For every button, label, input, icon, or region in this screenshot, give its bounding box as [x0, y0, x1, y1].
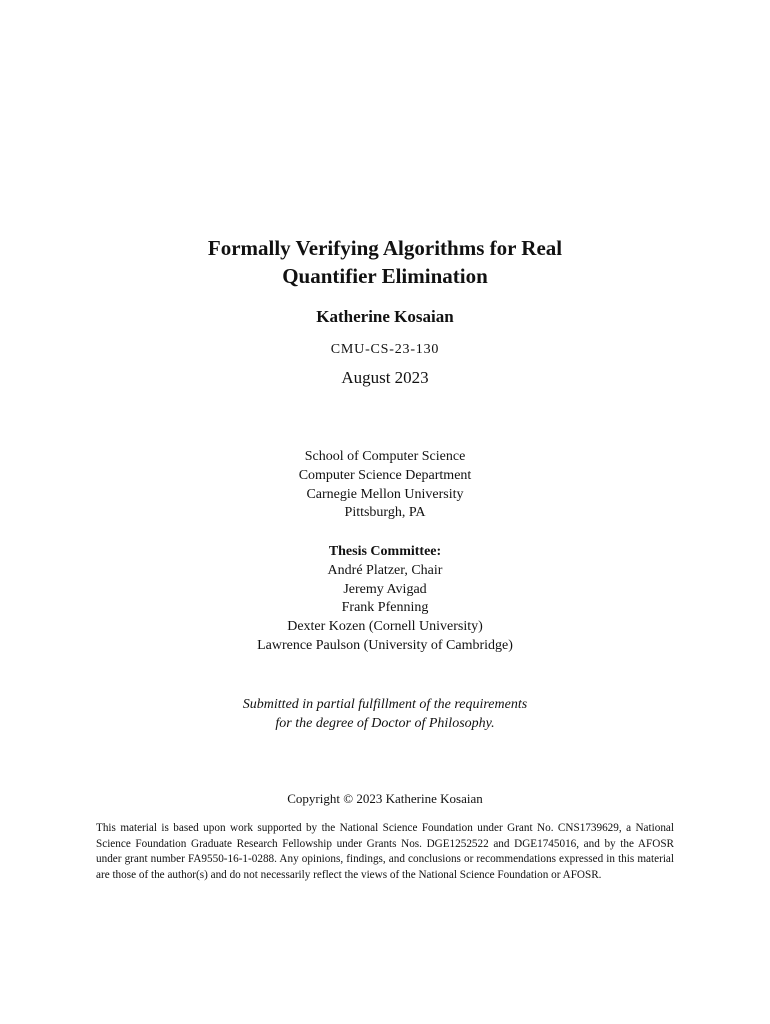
affiliation-department: Computer Science Department: [298, 467, 472, 483]
committee-heading: Thesis Committee:: [328, 544, 442, 559]
affiliation-university: Carnegie Mellon University: [306, 486, 464, 502]
thesis-title-line-1: Formally Verifying Algorithms for Real: [207, 236, 563, 260]
thesis-committee: [0, 543, 770, 656]
committee-member: Lawrence Paulson (University of Cambridge): [257, 637, 513, 653]
affiliation-location: Pittsburgh, PA: [344, 505, 426, 521]
affiliation-school: School of Computer Science: [304, 449, 466, 464]
thesis-title: [0, 234, 770, 290]
submission-line-2: for the degree of Doctor of Philosophy.: [275, 715, 495, 731]
committee-member: Jeremy Avigad: [343, 581, 427, 597]
submission-line-1: Submitted in partial fulfillment of the requirements: [242, 697, 528, 712]
committee-member: André Platzer, Chair: [327, 562, 443, 578]
submission-statement: [0, 696, 770, 734]
committee-member: Frank Pfenning: [341, 600, 429, 616]
thesis-title-line-2: Quantifier Elimination: [282, 264, 488, 288]
committee-member: Dexter Kozen (Cornell University): [287, 619, 483, 635]
affiliation-block: [0, 448, 770, 523]
author-name: Katherine Kosaian: [316, 307, 454, 326]
report-number: CMU-CS-23-130: [330, 342, 440, 357]
funding-notice: This material is based upon work supported by the National Science Foundation under Grant No. CNS1739629, a National Science Foundation Graduate Research Fellowship under Grants Nos. DGE1252522 and DGE1745016, and by the AFOSR under grant number FA9550-16-1-0288. Any opinions, findings, and conclusions or recommendations expressed in this material are those of the author(s) and do not necessarily reflect the views of the National Science Foundation or AFOSR.: [96, 822, 674, 881]
copyright-notice: Copyright © 2023 Katherine Kosaian: [287, 791, 483, 806]
publication-date: August 2023: [341, 368, 429, 387]
